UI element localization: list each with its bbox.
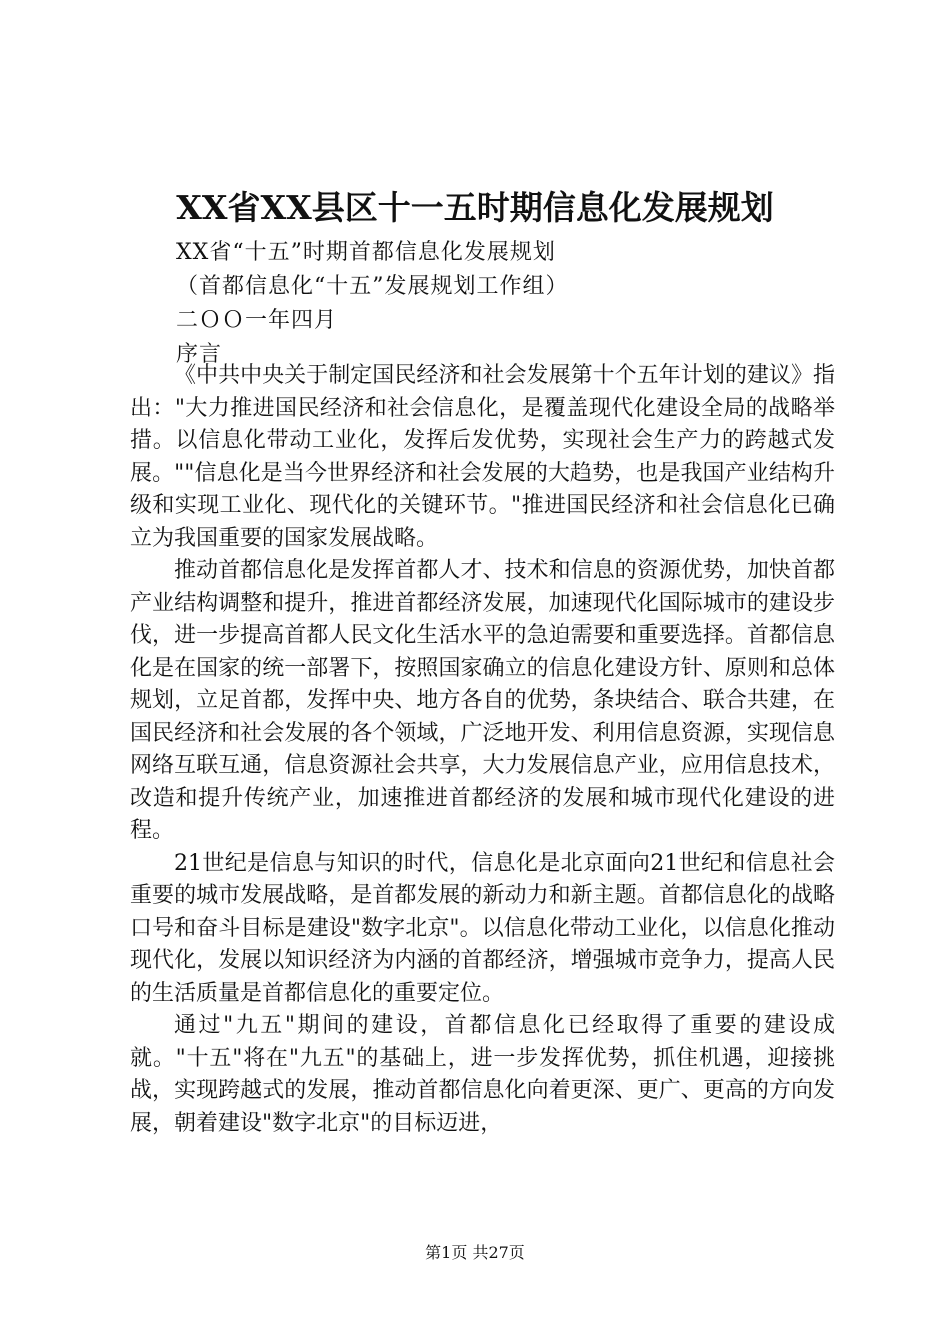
intro-date: 二ＯＯ一年四月 <box>176 308 338 333</box>
intro-preface-heading: 序言 <box>176 342 223 367</box>
body-paragraph: 通过"九五"期间的建设，首都信息化已经取得了重要的建设成就。"十五"将在"九五"的基础上，进一步发挥优势，抓住机遇，迎接挑战，实现跨越式的发展，推动首都信息化向着更深、更广、更高的方向发展，朝着建设"数字北京"的目标迈进， <box>130 1013 835 1136</box>
intro-organization: （首都信息化“十五”发展规划工作组） <box>176 274 569 299</box>
document-body <box>130 360 835 1140</box>
document-intro <box>176 236 836 372</box>
page-footer: 第1页 共27页 <box>425 1243 525 1262</box>
body-paragraph: 推动首都信息化是发挥首都人才、技术和信息的资源优势，加快首都产业结构调整和提升，推进首都经济发展，加速现代化国际城市的建设步伐，进一步提高首都人民文化生活水平的急迫需要和重要选择。首都信息化是在国家的统一部署下，按照国家确立的信息化建设方针、原则和总体规划，立足首都，发挥中央、地方各自的优势，条块结合、联合共建，在国民经济和社会发展的各个领域，广泛地开发、利用信息资源，实现信息网络互联互通，信息资源社会共享，大力发展信息产业，应用信息技术，改造和提升传统产业，加速推进首都经济的发展和城市现代化建设的进程。 <box>130 558 835 843</box>
document-title: XX省XX县区十一五时期信息化发展规划 <box>176 188 774 227</box>
intro-subtitle: XX省“十五”时期首都信息化发展规划 <box>176 240 556 265</box>
body-paragraph: 《中共中央关于制定国民经济和社会发展第十个五年计划的建议》指出："大力推进国民经济和社会信息化，是覆盖现代化建设全局的战略举措。以信息化带动工业化，发挥后发优势，实现社会生产力的跨越式发展。""信息化是当今世界经济和社会发展的大趋势，也是我国产业结构升级和实现工业化、现代化的关键环节。"推进国民经济和社会信息化已确立为我国重要的国家发展战略。 <box>130 363 835 551</box>
body-paragraph: 21世纪是信息与知识的时代，信息化是北京面向21世纪和信息社会重要的城市发展战略，是首都发展的新动力和新主题。首都信息化的战略口号和奋斗目标是建设"数字北京"。以信息化带动工业化，以信息化推动现代化，发展以知识经济为内涵的首都经济，增强城市竞争力，提高人民的生活质量是首都信息化的重要定位。 <box>130 850 835 1006</box>
